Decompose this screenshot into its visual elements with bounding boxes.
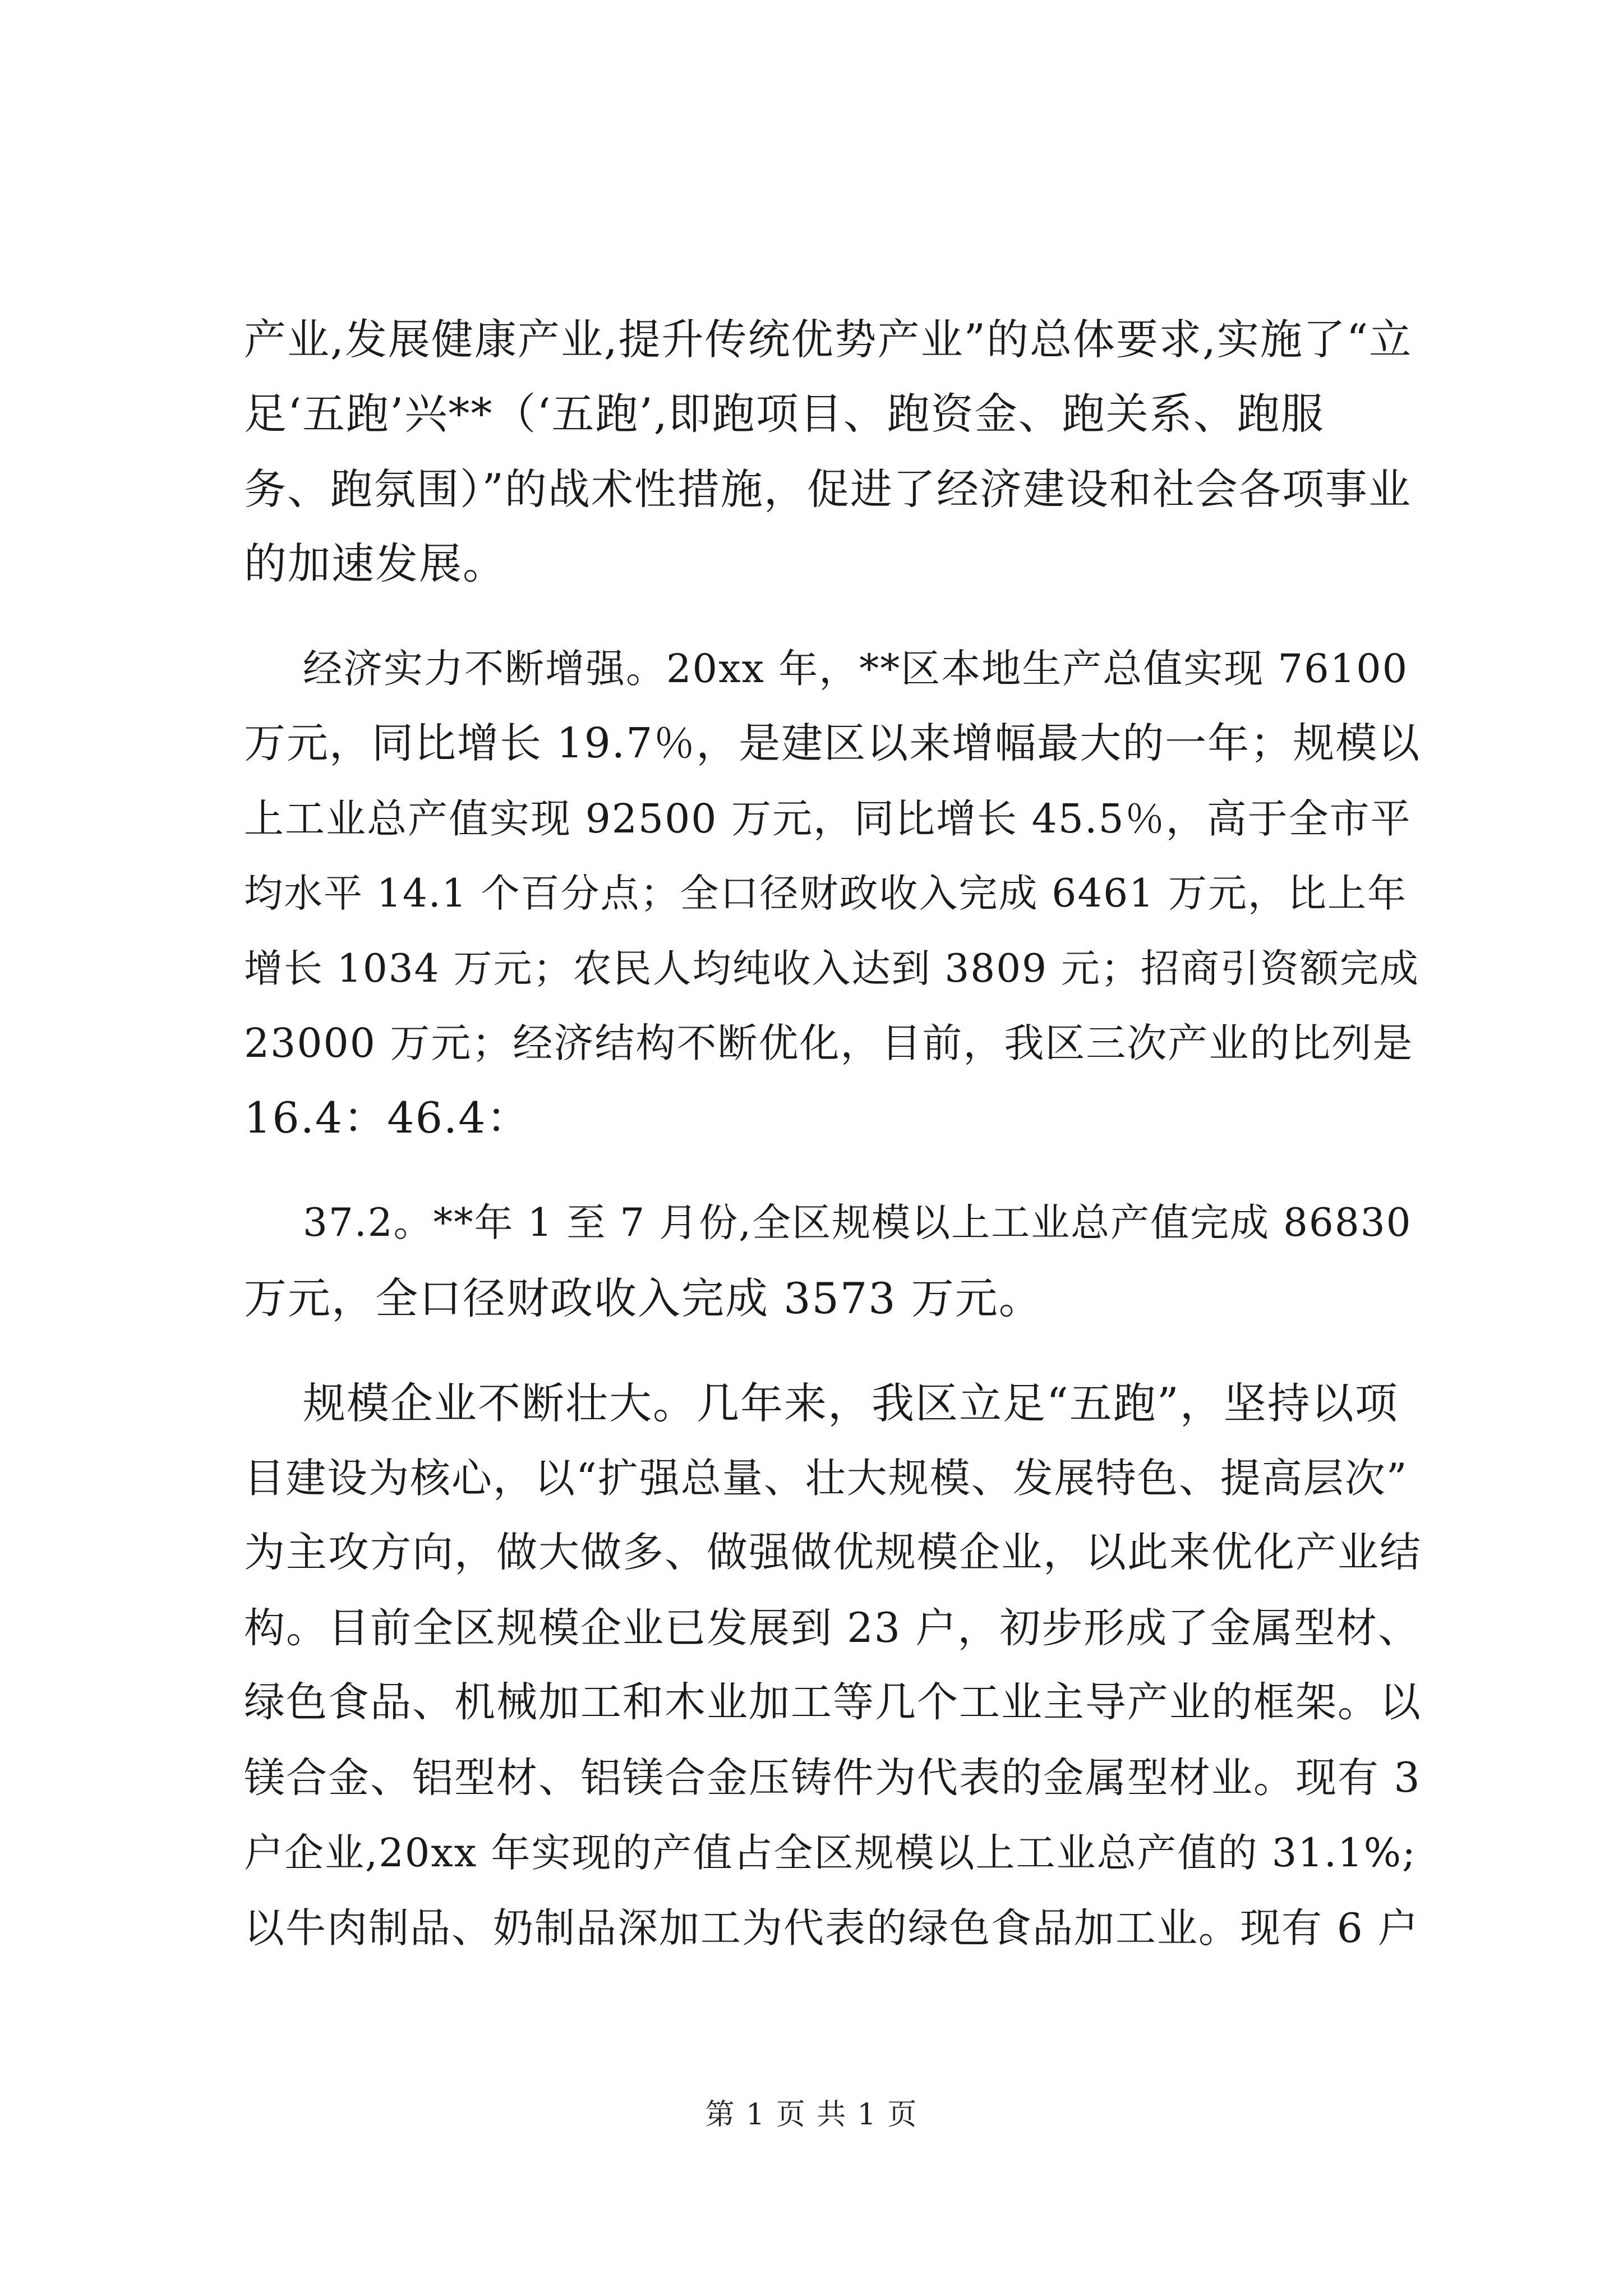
text-line: 以牛肉制品、奶制品深加工为代表的绿色食品加工业。现有 6 户: [244, 1904, 1419, 1952]
text-line: 足‘五跑’兴**（‘五跑’,即跑项目、跑资金、跑关系、跑服: [244, 389, 1325, 439]
text-line: 上工业总产值实现 92500 万元，同比增长 45.5％，高于全市平: [244, 795, 1412, 842]
text-line: 16.4：46.4：: [244, 1093, 531, 1143]
text-line: 镁合金、铝型材、铝镁合金压铸件为代表的金属型材业。现有 3: [244, 1754, 1421, 1802]
text-line: 绿色食品、机械加工和木业加工等几个工业主导产业的框架。以: [244, 1678, 1422, 1726]
text-line: 万元，同比增长 19.7％，是建区以来增幅最大的一年；规模以: [244, 719, 1421, 767]
page-footer: 第 1 页 共 1 页: [705, 2098, 918, 2132]
text-line: 产业,发展健康产业,提升传统优势产业”的总体要求,实施了“立: [244, 315, 1413, 364]
text-line: 构。目前全区规模企业已发展到 23 户，初步形成了金属型材、: [244, 1604, 1421, 1652]
text-line: 户企业,20xx 年实现的产值占全区规模以上工业总产值的 31.1%;: [244, 1830, 1417, 1876]
text-line: 经济实力不断增强。20xx 年，**区本地生产总值实现 76100: [303, 646, 1409, 692]
text-line: 目建设为核心，以“扩强总量、壮大规模、发展特色、提高层次”: [244, 1455, 1408, 1502]
text-line: 37.2。**年 1 至 7 月份,全区规模以上工业总产值完成 86830: [303, 1200, 1412, 1245]
text-line: 23000 万元；经济结构不断优化，目前，我区三次产业的比列是: [244, 1020, 1414, 1066]
text-line: 均水平 14.1 个百分点；全口径财政收入完成 6461 万元，比上年: [244, 871, 1407, 916]
text-line: 万元，全口径财政收入完成 3573 万元。: [244, 1273, 1043, 1323]
text-line: 的加速发展。: [244, 539, 506, 588]
text-line: 增长 1034 万元；农民人均纯收入达到 3809 元；招商引资额完成: [244, 946, 1419, 991]
text-line: 务、跑氛围）”的战术性措施，促进了经济建设和社会各项事业: [244, 464, 1412, 514]
text-line: 规模企业不断壮大。几年来，我区立足“五跑”，坚持以项: [303, 1378, 1399, 1428]
text-line: 为主攻方向，做大做多、做强做优规模企业，以此来优化产业结: [244, 1529, 1422, 1576]
